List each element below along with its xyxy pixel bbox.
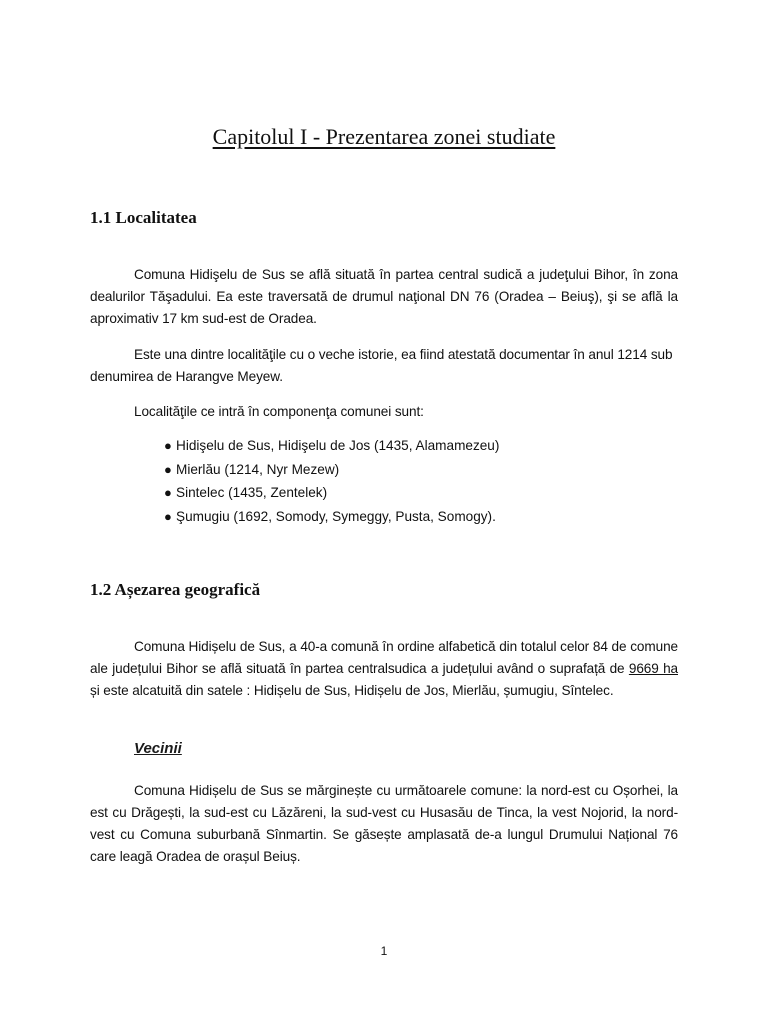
- list-item: ● Sintelec (1435, Zentelek): [176, 481, 499, 505]
- chapter-title: Capitolul I - Prezentarea zonei studiate: [212, 124, 556, 149]
- paragraph-asezarea: Comuna Hidișelu de Sus, a 40-a comună în ordine alfabetică din totalul celor 84 de comune ale județului Bihor se află situată în partea centralsudica a județului având o suprafață de 9669 ha și este alcatuită din satele : Hidișelu de Sus, Hidișelu de Jos, Mierlău, șumugiu, Sîntelec.: [90, 639, 678, 698]
- paragraph-vecinii: Comuna Hidișelu de Sus se mărginește cu următoarele comune: la nord-est cu Oșorhei, la est cu Drăgești, la sud-est cu Lăzăreni, la sud-vest cu Husasău de Tinca, la vest Nojorid, la nord-vest cu Comuna suburbană Sînmartin. Se găsește amplasată de-a lungul Drumului Național 76 care leagă Oradea de orașul Beiuș.: [90, 783, 678, 864]
- localities-list: [164, 434, 500, 528]
- paragraph-componenta: Localităţile ce intră în componenţa comunei sunt:: [134, 404, 424, 419]
- list-item: ● Hidişelu de Sus, Hidişelu de Jos (1435, Alamamezeu): [176, 434, 499, 458]
- paragraph-istorie: Este una dintre localităţile cu o veche istorie, ea fiind atestată documentar în anul 1214 sub denumirea de Harangve Meyew.: [90, 347, 673, 384]
- page-number: 1: [380, 944, 388, 958]
- bullet-icon: ●: [164, 485, 172, 500]
- section-heading-localitatea: 1.1 Localitatea: [90, 208, 197, 227]
- list-item: ● Şumugiu (1692, Somody, Symeggy, Pusta, Somogy).: [176, 505, 499, 529]
- surface-area-value: 9669 ha: [628, 661, 678, 676]
- paragraph-localitatea-intro: Comuna Hidişelu de Sus se află situată în partea central sudică a judeţului Bihor, în zona dealurilor Tăşadului. Ea este traversată de drumul naţional DN 76 (Oradea – Beiuş), şi se află la aproximativ 17 km sud-est de Oradea.: [90, 267, 678, 326]
- subheading-vecinii: Vecinii: [134, 740, 182, 757]
- bullet-icon: ●: [164, 508, 172, 524]
- list-item: ● Mierlău (1214, Nyr Mezew): [176, 458, 499, 482]
- bullet-icon: ●: [164, 461, 172, 477]
- section-heading-asezarea: 1.2 Așezarea geografică: [90, 580, 261, 599]
- bullet-icon: ●: [164, 438, 172, 453]
